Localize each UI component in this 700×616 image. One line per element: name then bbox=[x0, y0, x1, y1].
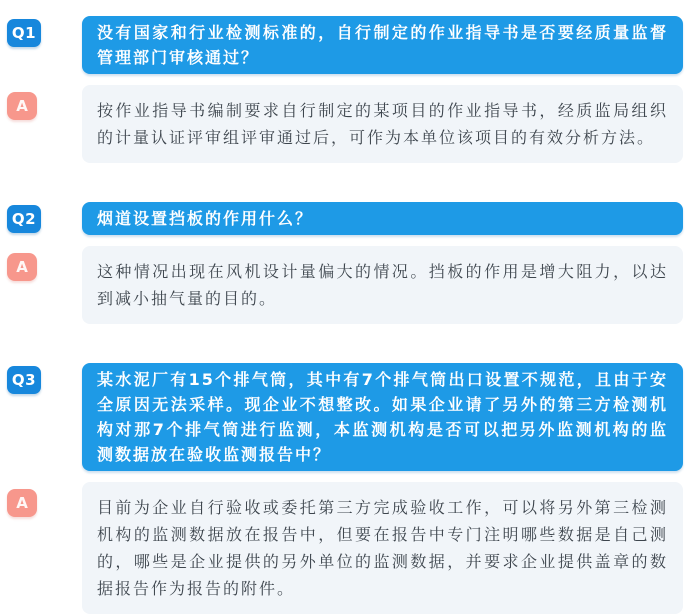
answer-text: 目前为企业自行验收或委托第三方完成验收工作，可以将另外第三检测机构的监测数据放在报告中，但要在报告中专门注明哪些数据是自己测的，哪些是企业提供的另外单位的监测数据，并要求企业提供盖章的数据报告作为报告的附件。 bbox=[97, 498, 668, 598]
badge-column bbox=[7, 202, 82, 233]
question-badge-label: Q3 bbox=[11, 371, 37, 389]
answer-badge bbox=[7, 92, 37, 120]
question-row bbox=[7, 202, 683, 235]
question-text: 烟道设置挡板的作用什么？ bbox=[97, 209, 314, 228]
question-badge bbox=[7, 19, 41, 47]
question-badge bbox=[7, 366, 41, 394]
question-row bbox=[7, 363, 683, 471]
badge-column bbox=[7, 482, 82, 517]
answer-badge-label: A bbox=[16, 258, 28, 276]
question-badge bbox=[7, 205, 41, 233]
badge-column bbox=[7, 16, 82, 47]
question-text: 没有国家和行业检测标准的，自行制定的作业指导书是否要经质量监督管理部门审核通过？ bbox=[97, 23, 668, 67]
answer-box bbox=[82, 482, 683, 614]
question-box bbox=[82, 363, 683, 471]
answer-row bbox=[7, 246, 683, 324]
answer-text: 这种情况出现在风机设计量偏大的情况。挡板的作用是增大阻力，以达到减小抽气量的目的。 bbox=[97, 262, 668, 308]
answer-text: 按作业指导书编制要求自行制定的某项目的作业指导书，经质监局组织的计量认证评审组评审通过后，可作为本单位该项目的有效分析方法。 bbox=[97, 101, 668, 147]
answer-row bbox=[7, 85, 683, 163]
badge-column bbox=[7, 246, 82, 281]
question-badge-label: Q2 bbox=[11, 210, 37, 228]
answer-badge bbox=[7, 253, 37, 281]
answer-box bbox=[82, 246, 683, 324]
question-box bbox=[82, 202, 683, 235]
qa-section-3 bbox=[7, 363, 683, 614]
question-box bbox=[82, 16, 683, 74]
answer-badge-label: A bbox=[16, 97, 28, 115]
badge-column bbox=[7, 85, 82, 120]
question-text: 某水泥厂有15个排气筒，其中有7个排气筒出口设置不规范，且由于安全原因无法采样。现企业不想整改。如果企业请了另外的第三方检测机构对那7个排气筒进行监测，本监测机构是否可以把另外监测机构的监测数据放在验收监测报告中？ bbox=[97, 370, 668, 464]
question-badge-label: Q1 bbox=[11, 24, 37, 42]
answer-row bbox=[7, 482, 683, 614]
answer-badge-label: A bbox=[16, 494, 28, 512]
qa-section-1 bbox=[7, 16, 683, 163]
badge-column bbox=[7, 363, 82, 394]
answer-box bbox=[82, 85, 683, 163]
qa-section-2 bbox=[7, 202, 683, 324]
answer-badge bbox=[7, 489, 37, 517]
question-row bbox=[7, 16, 683, 74]
